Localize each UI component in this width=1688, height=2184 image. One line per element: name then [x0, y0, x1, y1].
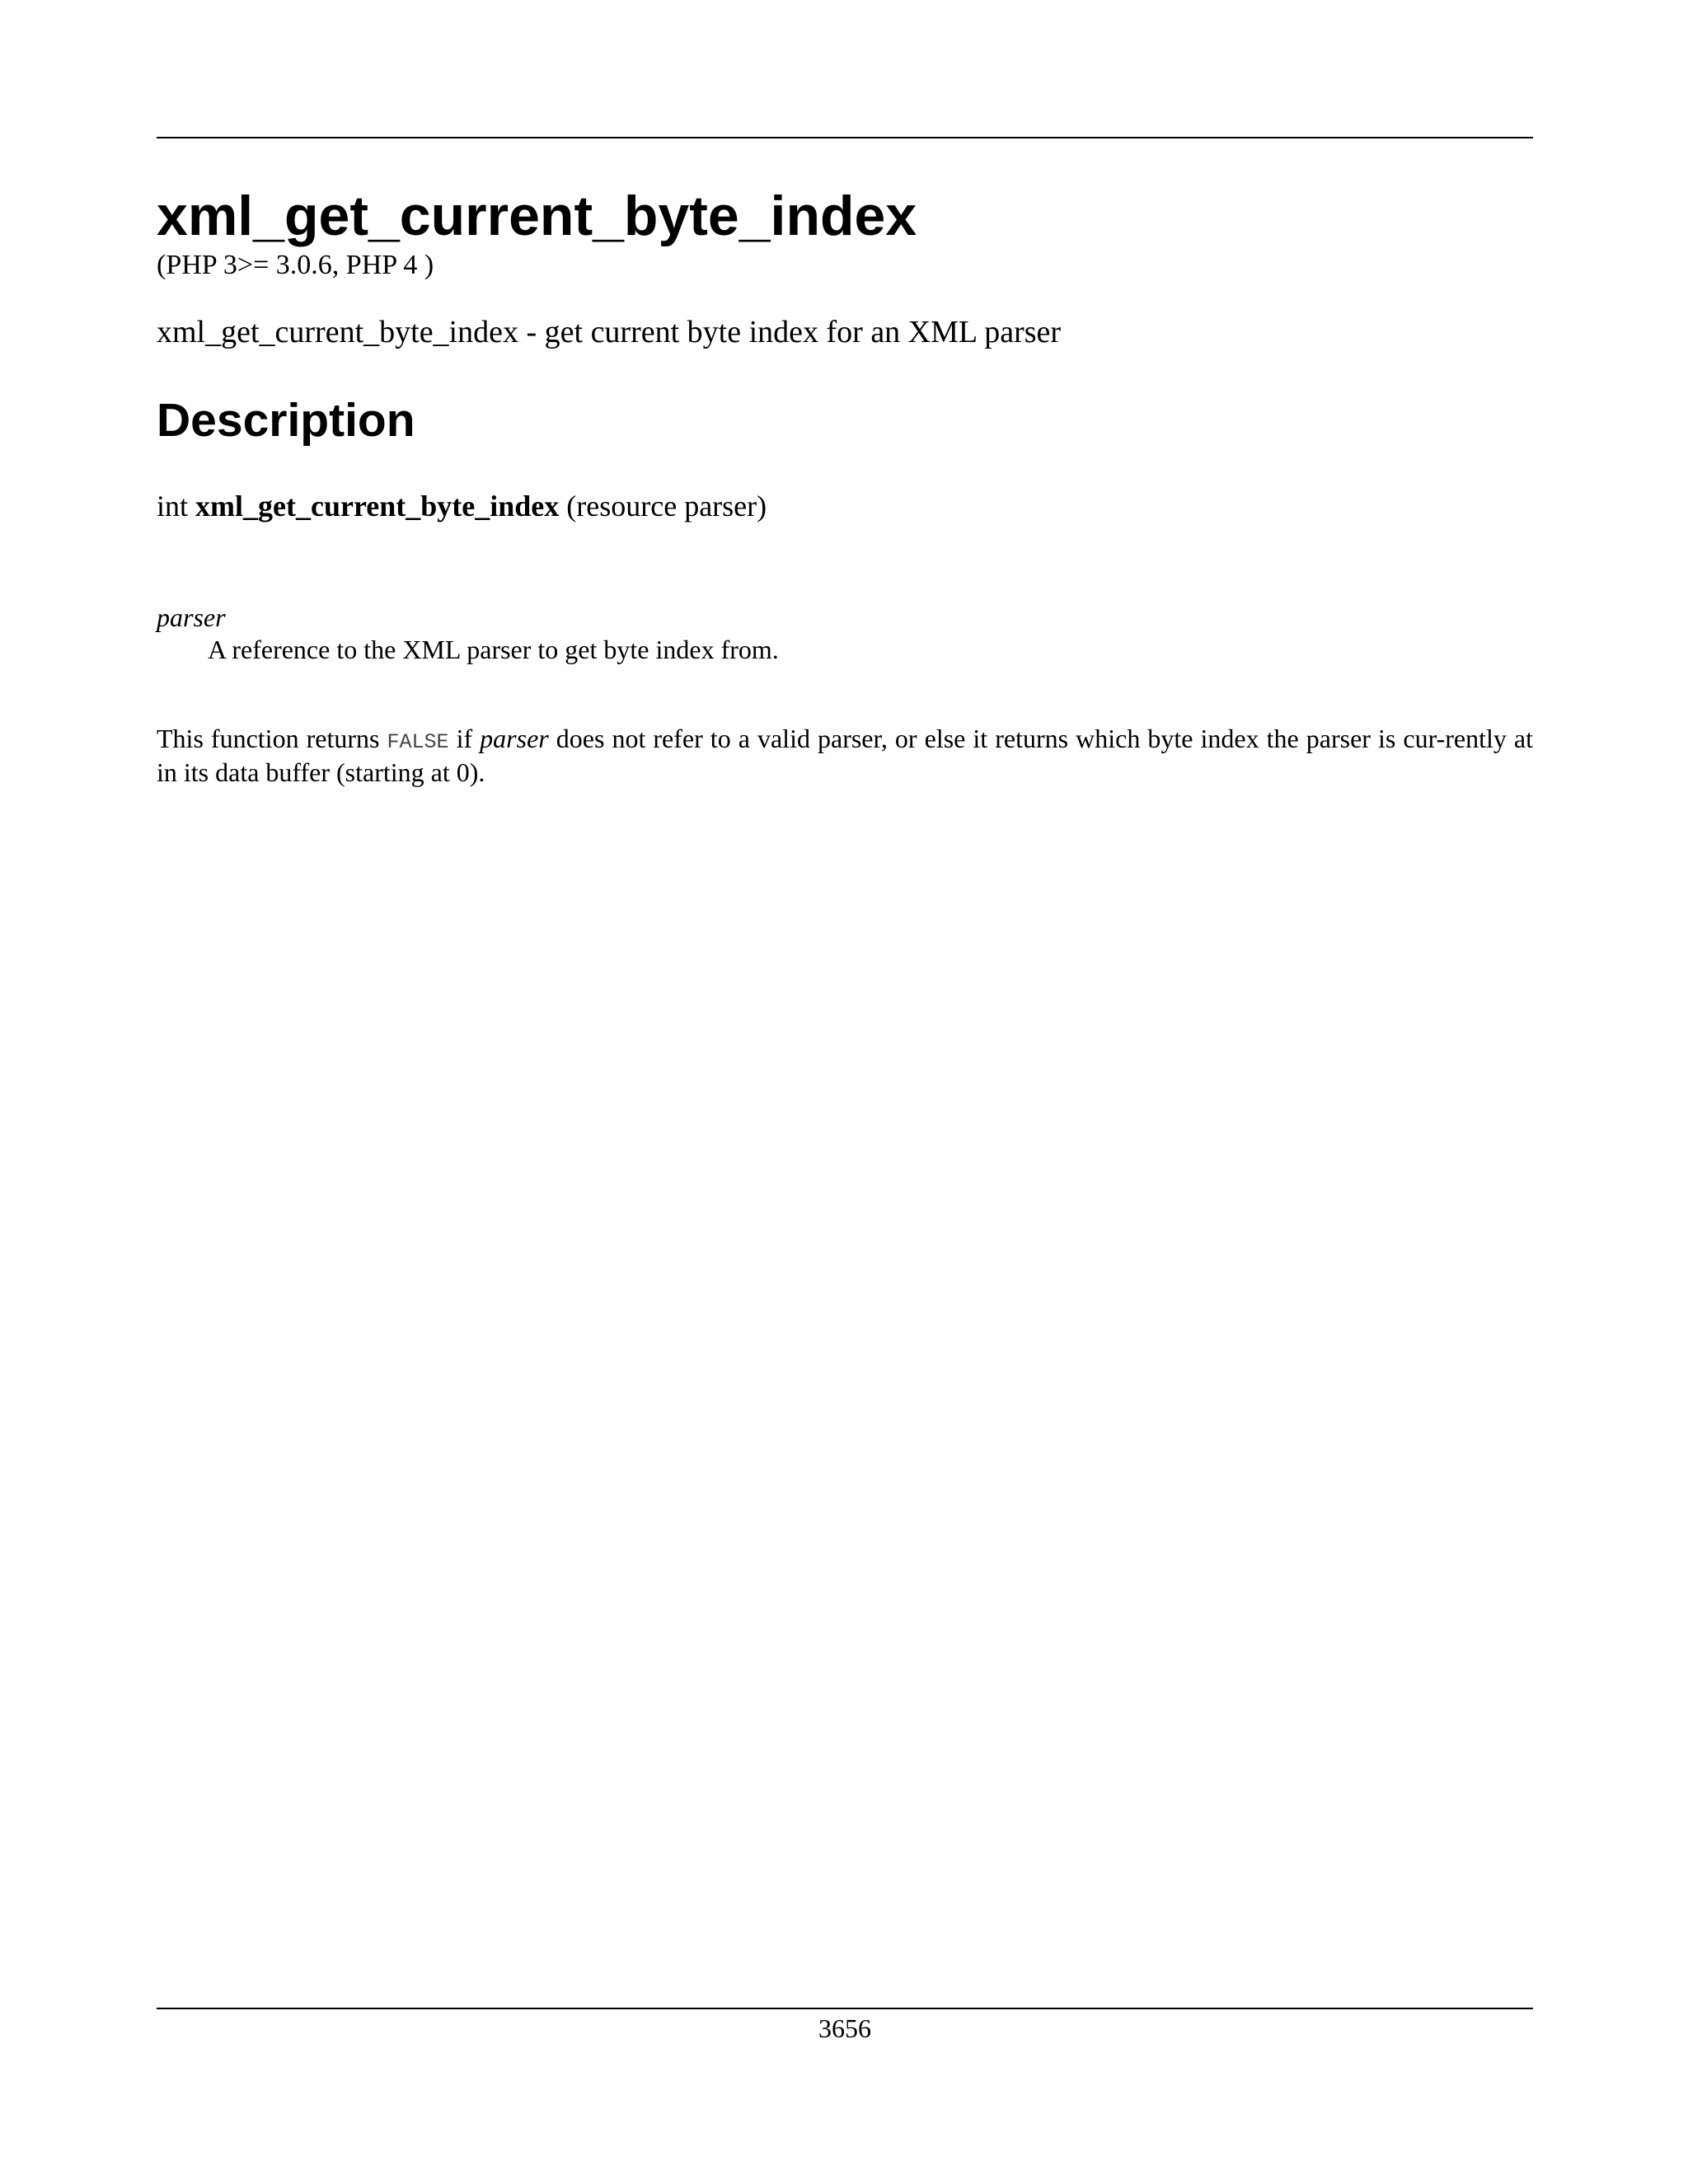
description-heading: Description: [157, 394, 415, 448]
return-value-paragraph: [157, 722, 1533, 788]
returns-param-name: parser: [480, 724, 549, 754]
parameter-term: parser: [157, 602, 226, 632]
return-type: int: [157, 489, 189, 523]
refentry: [157, 185, 1533, 789]
footer-rule: [157, 2008, 1533, 2009]
header-rule: [157, 137, 1533, 138]
function-purpose: xml_get_current_byte_index - get current byte index for an XML parser: [157, 314, 1062, 349]
function-title: xml_get_current_byte_index: [157, 185, 917, 247]
returns-text-3: does not refer to a valid parser, or else it returns which byte index the parser is cur-rently at in its data buffer (starting at 0).: [157, 724, 1534, 787]
false-constant: FALSE: [387, 730, 449, 755]
synopsis-params: (resource parser): [566, 489, 767, 523]
version-info: (PHP 3>= 3.0.6, PHP 4 ): [157, 249, 434, 280]
parameter-list: [157, 602, 1533, 665]
function-synopsis: [157, 489, 1533, 524]
page-number: 3656: [818, 2013, 871, 2043]
parameter-definition: A reference to the XML parser to get byte index from.: [208, 634, 779, 664]
returns-text-2: if: [448, 724, 481, 754]
returns-text-1: This function returns: [157, 724, 387, 754]
synopsis-function-name: xml_get_current_byte_index: [195, 489, 560, 523]
